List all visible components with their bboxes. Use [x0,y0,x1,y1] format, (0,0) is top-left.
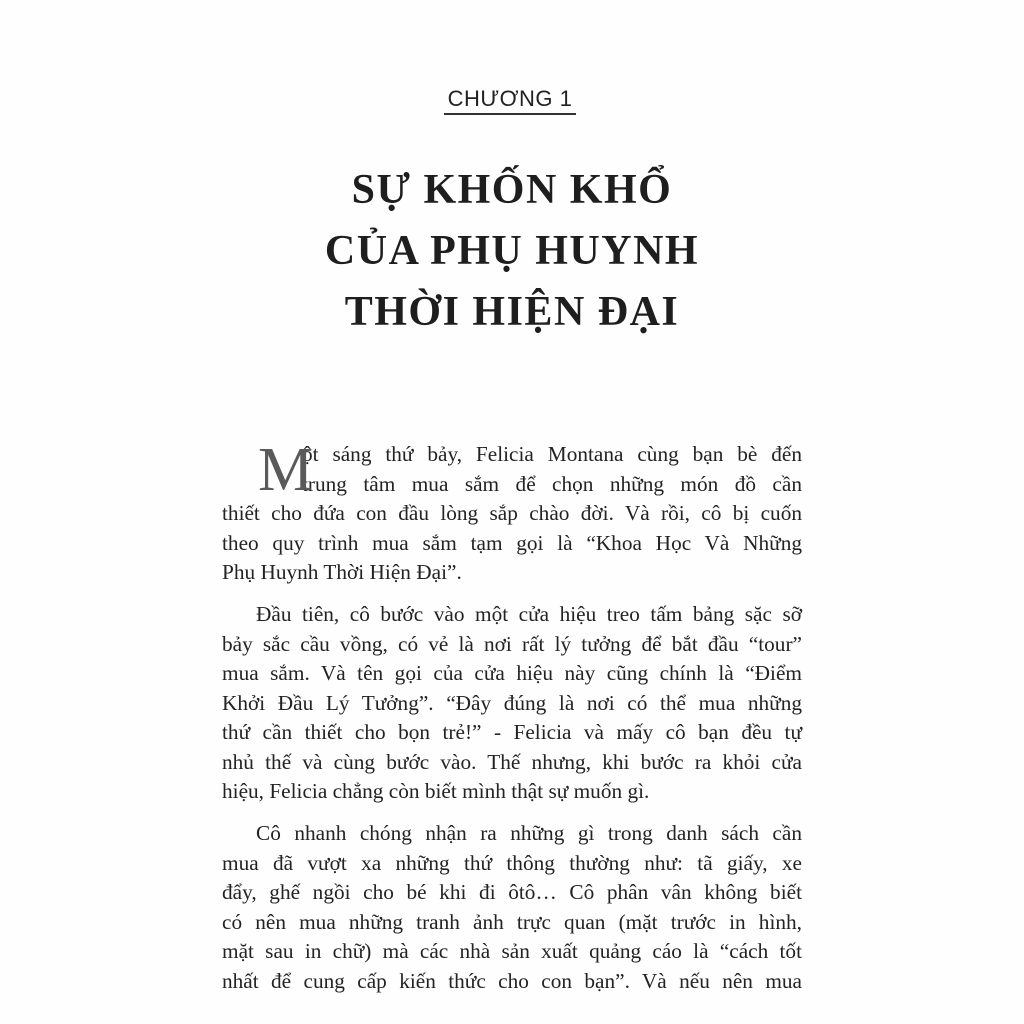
text-line: trung tâm mua sắm để chọn những món đồ cần [302,471,802,496]
drop-cap: M [258,436,314,504]
text-line: nhất để cung cấp kiến thức cho con bạn”. Và nếu nên mua [222,968,802,993]
paragraph-2 [222,600,802,807]
body-text [222,436,802,1009]
chapter-title-line: CỦA PHỤ HUYNH [324,228,700,274]
text-line: nhủ thế và cùng bước vào. Thế nhưng, khi bước ra khỏi cửa [222,749,802,774]
text-line: Phụ Huynh Thời Hiện Đại”. [222,560,462,584]
text-line: mua sắm. Và tên gọi của cửa hiệu này cũng chính là “Điểm [222,661,802,685]
text-line: ột sáng thứ bảy, Felicia Montana cùng bạn bè đến [302,442,802,466]
text-line: Khởi Đầu Lý Tưởng”. “Đây đúng là nơi có thể mua những [222,690,802,715]
chapter-underline [444,113,576,115]
chapter-label: CHƯƠNG 1 [447,86,573,111]
text-line: có nên mua những tranh ảnh trực quan (mặt trước in hình, [222,909,802,934]
text-line: thứ cần thiết cho bọn trẻ!” - Felicia và mấy cô bạn đều tự [222,720,802,744]
text-line: hiệu, Felicia chẳng còn biết mình thật sự muốn gì. [222,779,650,803]
text-line: thiết cho đứa con đầu lòng sắp chào đời. Và rồi, cô bị cuốn [222,501,802,525]
text-line: mua đã vượt xa những thứ thông thường như: tã giấy, xe [222,850,802,875]
chapter-title-line: THỜI HIỆN ĐẠI [344,289,680,335]
chapter-title-line: SỰ KHỐN KHỔ [351,167,673,213]
paragraph-3 [222,819,802,996]
text-line: mặt sau in chữ) mà các nhà sản xuất quảng cáo là “cách tốt [222,939,802,963]
text-line: bảy sắc cầu vồng, có vẻ là nơi rất lý tưởng để bắt đầu “tour” [222,631,802,656]
text-line: theo quy trình mua sắm tạm gọi là “Khoa Học Và Những [222,530,802,555]
paragraph-1 [222,436,802,588]
chapter-title [230,160,794,343]
text-line: Đầu tiên, cô bước vào một cửa hiệu treo tấm bảng sặc sỡ [256,602,802,626]
text-line: Cô nhanh chóng nhận ra những gì trong danh sách cần [256,821,802,845]
text-line: đẩy, ghế ngồi cho bé khi đi ôtô… Cô phân vân không biết [222,880,802,904]
